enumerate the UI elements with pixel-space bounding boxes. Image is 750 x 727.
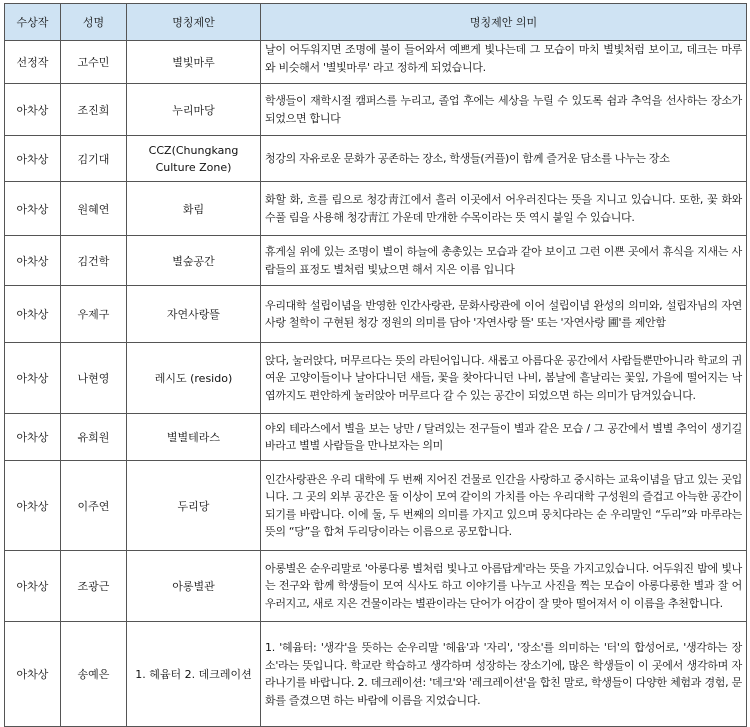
meaning-cell: 야외 테라스에서 별을 보는 낭만 / 달려있는 전구들이 별과 같은 모습 / 그 공간에서 별별 추억이 생기길 바라고 별별 사람들을 만나보자는 의미 [261,414,747,461]
table-header-row [5,4,747,41]
award-cell: 아차상 [5,136,61,182]
proposal-cell: 1. 헤윰터 2. 데크레이션 [127,622,261,727]
award-table [4,3,747,727]
name-cell: 김건학 [61,236,127,286]
award-cell: 아차상 [5,551,61,622]
table-row [5,236,747,286]
meaning-cell: 앉다, 눌러앉다, 머무르다는 뜻의 라틴어입니다. 새롭고 아름다운 공간에서 사람들뿐만아니라 학교의 귀여운 고양이들이나 날아다니던 새들, 꽃을 찾아다니던 나비, 봄날에 흩날리는 꽃잎, 가을에 떨어지는 낙엽까지도 편안하게 눌러앉아 머무르다 갈 수 있는 공간이 되었으면 하는 의미가 담겨있습니다. [261,343,747,414]
table-row [5,84,747,136]
header-name: 성명 [61,4,127,41]
award-cell: 아차상 [5,84,61,136]
meaning-cell: 1. '헤윰터: '생각'을 뜻하는 순우리말 '헤윰'과 '자리', '장소'를 의미하는 '터'의 합성어로, '생각하는 장소'라는 뜻입니다. 학교란 학습하고 생각하며 성장하는 장소기에, 많은 학생들이 이 곳에서 생각하며 자라나기를 바랍니다. 2. 데크레이션: '데크'와 '레크레이션'을 합친 말로, 학생들이 다양한 체험과 경험, 문화를 즐겼으면 하는 바람에 이름을 지었습니다. [261,622,747,727]
proposal-cell: 화림 [127,182,261,236]
table-row [5,461,747,551]
table-row [5,136,747,182]
table-row [5,41,747,84]
header-award: 수상작 [5,4,61,41]
table-row [5,343,747,414]
table-row [5,414,747,461]
name-cell: 원혜연 [61,182,127,236]
name-cell: 조진희 [61,84,127,136]
award-cell: 선정작 [5,41,61,84]
name-cell: 김기대 [61,136,127,182]
proposal-cell: 레시도 (resido) [127,343,261,414]
proposal-cell: 별빛마루 [127,41,261,84]
meaning-cell: 청강의 자유로운 문화가 공존하는 장소, 학생들(커플)이 함께 즐거운 담소를 나누는 장소 [261,136,747,182]
name-cell: 이주연 [61,461,127,551]
proposal-cell: 아롱별관 [127,551,261,622]
award-cell: 아차상 [5,236,61,286]
meaning-cell: 휴게실 위에 있는 조명이 별이 하늘에 총총있는 모습과 같아 보이고 그런 이쁜 곳에서 휴식을 지새는 사람들의 표정도 별처럼 빛났으면 해서 지은 이름 입니다 [261,236,747,286]
table-row [5,622,747,727]
award-cell: 아차상 [5,286,61,343]
award-cell: 아차상 [5,414,61,461]
name-cell: 우제구 [61,286,127,343]
award-cell: 아차상 [5,343,61,414]
proposal-cell: 별숲공간 [127,236,261,286]
name-cell: 고수민 [61,41,127,84]
proposal-text: CCZ(Chungkang Culture Zone) [148,143,239,174]
meaning-cell: 화할 화, 흐를 림으로 청강靑江에서 흘러 이곳에서 어우러진다는 뜻을 지니고 있습니다. 또한, 꽃 화와 수풀 림을 사용해 청강靑江 가운데 만개한 수목이라는 뜻 역시 붙일 수 있습니다. [261,182,747,236]
award-cell: 아차상 [5,182,61,236]
proposal-cell: 별별테라스 [127,414,261,461]
proposal-cell: 두리당 [127,461,261,551]
proposal-cell: 누리마당 [127,84,261,136]
award-table-container [4,3,747,727]
award-cell: 아차상 [5,461,61,551]
proposal-cell [127,136,261,182]
name-cell: 송예은 [61,622,127,727]
meaning-cell: 학생들이 재학시절 캠퍼스를 누리고, 졸업 후에는 세상을 누릴 수 있도록 쉼과 추억을 선사하는 장소가 되었으면 합니다 [261,84,747,136]
table-row [5,551,747,622]
name-cell: 유희원 [61,414,127,461]
meaning-cell: 인간사랑관은 우리 대학에 두 번째 지어진 건물로 인간을 사랑하고 중시하는 교육이념을 담고 있는 곳입니다. 그 곳의 외부 공간은 둘 이상이 모여 같이의 가치를 아는 우리대학 구성원의 즐겁고 아늑한 공간이 되기를 바랍니다. 이에 둘, 두 번째의 의미를 가지고 있으며 뭉치다라는 순 우리말인 “두리”와 마루라는 뜻의 “당”을 합쳐 두리당이라는 이름으로 공모합니다. [261,461,747,551]
header-proposal: 명칭제안 [127,4,261,41]
name-cell: 조광근 [61,551,127,622]
header-meaning: 명칭제안 의미 [261,4,747,41]
name-cell: 나현영 [61,343,127,414]
table-row [5,286,747,343]
table-row [5,182,747,236]
meaning-cell: 우리대학 설립이념을 반영한 인간사랑관, 문화사랑관에 이어 설립이념 완성의 의미와, 설립자님의 자연사랑 철학이 구현된 청강 정원의 의미를 담아 '자연사랑 뜰' 또는 '자연사랑 圃'를 제안함 [261,286,747,343]
proposal-cell: 자연사랑뜰 [127,286,261,343]
meaning-cell: 날이 어두워지면 조명에 불이 들어와서 예쁘게 빛나는데 그 모습이 마치 별빛처럼 보이고, 데크는 마루와 비슷해서 '별빛마루' 라고 정하게 되었습니다. [261,41,747,84]
award-cell: 아차상 [5,622,61,727]
meaning-cell: 아롱별은 순우리말로 '아롱다롱 별처럼 빛나고 아름답게'라는 뜻을 가지고있습니다. 어두워진 밤에 빛나는 전구와 함께 학생들이 모여 식사도 하고 이야기를 나누고 사진을 찍는 모습이 아롱다롱한 별과 잘 어우러지고, 새로 지은 건물이라는 별관이라는 단어가 어감이 잘 맞아 떨어져서 이 이름을 추천합니다. [261,551,747,622]
